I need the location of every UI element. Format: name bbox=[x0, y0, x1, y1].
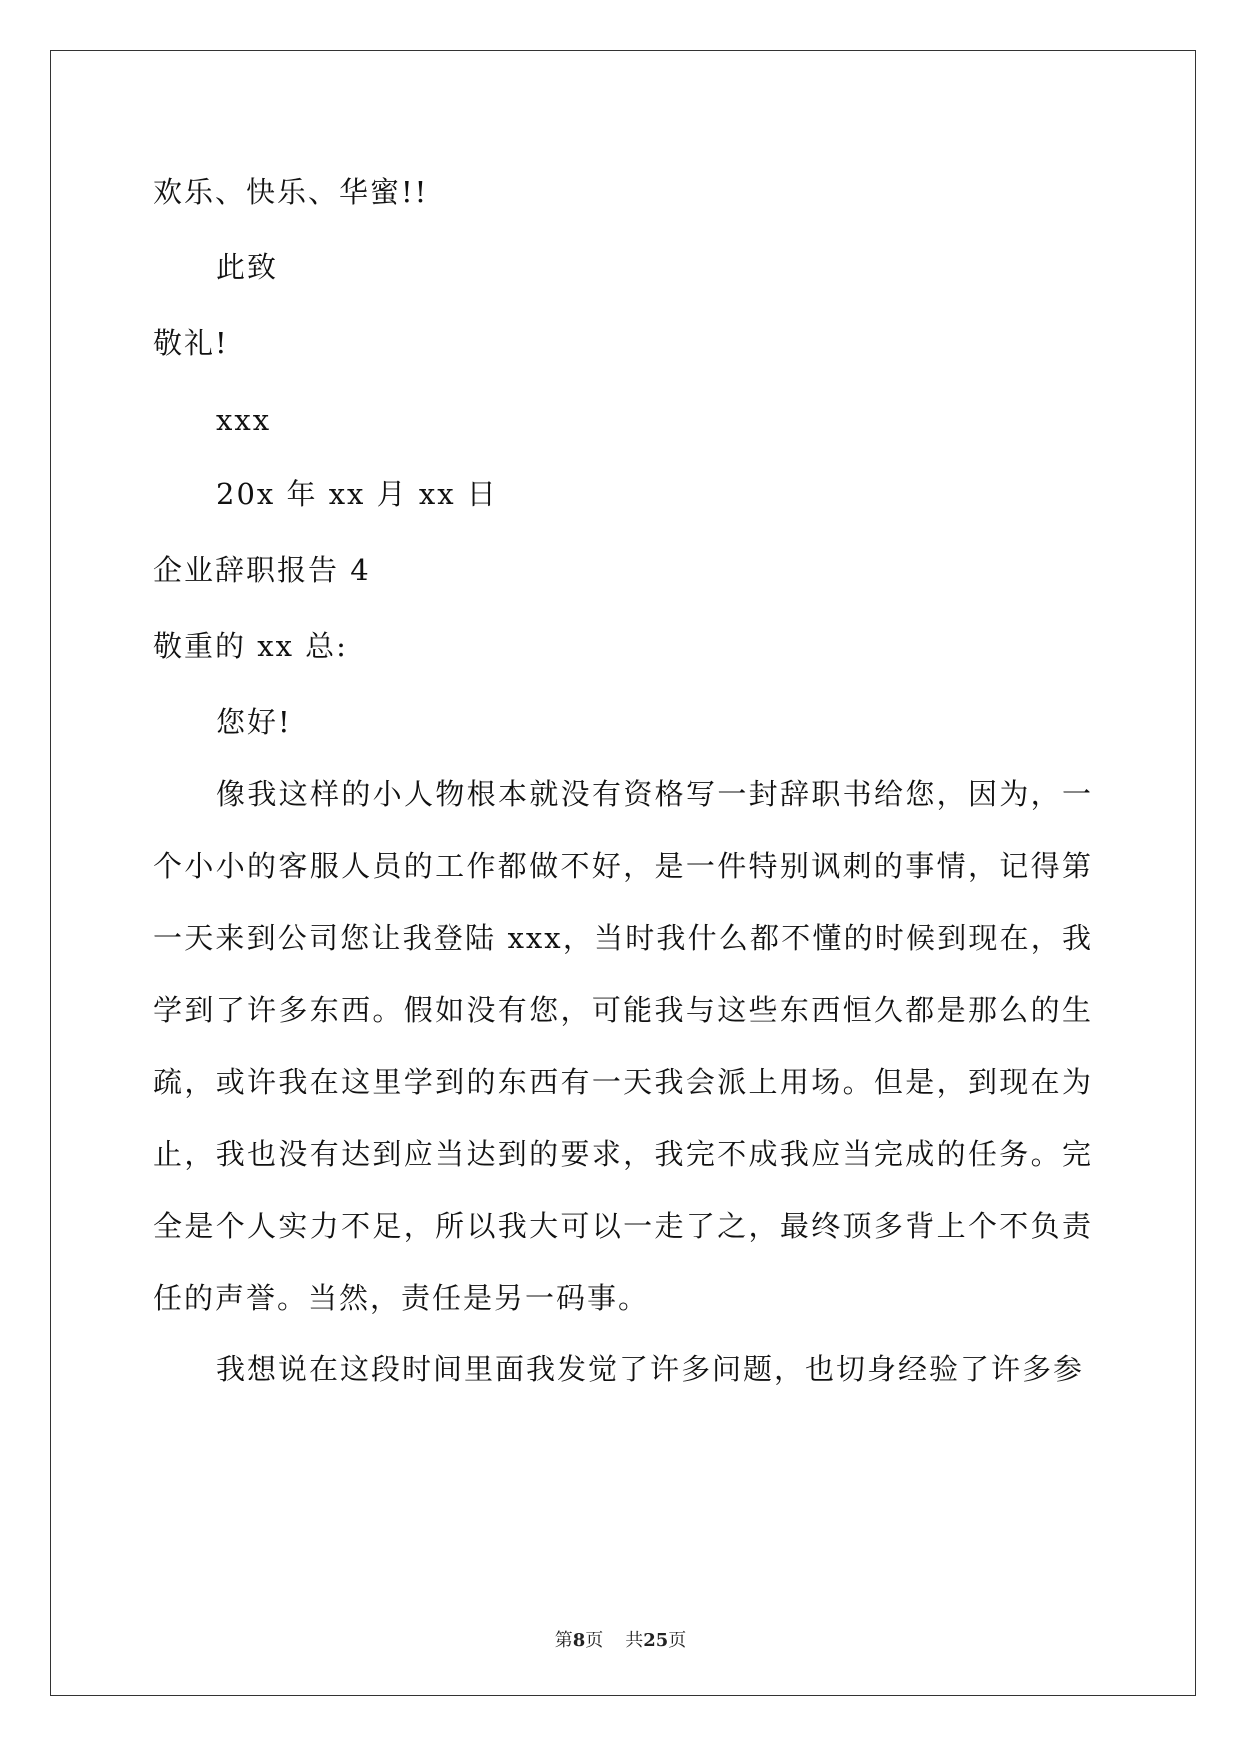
footer-total-pages: 25 bbox=[643, 1630, 669, 1651]
signature-line: xxx bbox=[216, 403, 272, 437]
page-footer bbox=[0, 1629, 1241, 1653]
footer-total-prefix: 共 bbox=[625, 1630, 644, 1651]
footer-page-suffix: 页 bbox=[585, 1630, 604, 1651]
closing-line-1: 此致 bbox=[216, 250, 279, 284]
body-paragraph-2: 我想说在这段时间里面我发觉了许多问题，也切身经验了许多参 bbox=[216, 1352, 1085, 1386]
greeting-end-line: 欢乐、快乐、华蜜!! bbox=[153, 175, 429, 209]
salutation-line: 敬重的 xx 总: bbox=[153, 629, 348, 663]
hello-line: 您好! bbox=[216, 705, 292, 739]
footer-page-number: 8 bbox=[572, 1630, 586, 1651]
closing-line-2: 敬礼! bbox=[153, 326, 229, 360]
footer-total-suffix: 页 bbox=[668, 1630, 687, 1651]
footer-prefix: 第 bbox=[554, 1630, 573, 1651]
section-title: 企业辞职报告 4 bbox=[153, 553, 371, 587]
date-line: 20x 年 xx 月 xx 日 bbox=[216, 477, 498, 511]
body-paragraph-1: 像我这样的小人物根本就没有资格写一封辞职书给您，因为，一个小小的客服人员的工作都做不好，是一件特别讽刺的事情，记得第一天来到公司您让我登陆 xxx，当时我什么都不懂的时候到现在，我学到了许多东西。假如没有您，可能我与这些东西恒久都是那么的生疏，或许我在这里学到的东西有一天我会派上用场。但是，到现在为止，我也没有达到应当达到的要求，我完不成我应当完成的任务。完全是个人实力不足，所以我大可以一走了之，最终顶多背上个不负责任的声誉。当然，责任是另一码事。 bbox=[153, 777, 1093, 1315]
